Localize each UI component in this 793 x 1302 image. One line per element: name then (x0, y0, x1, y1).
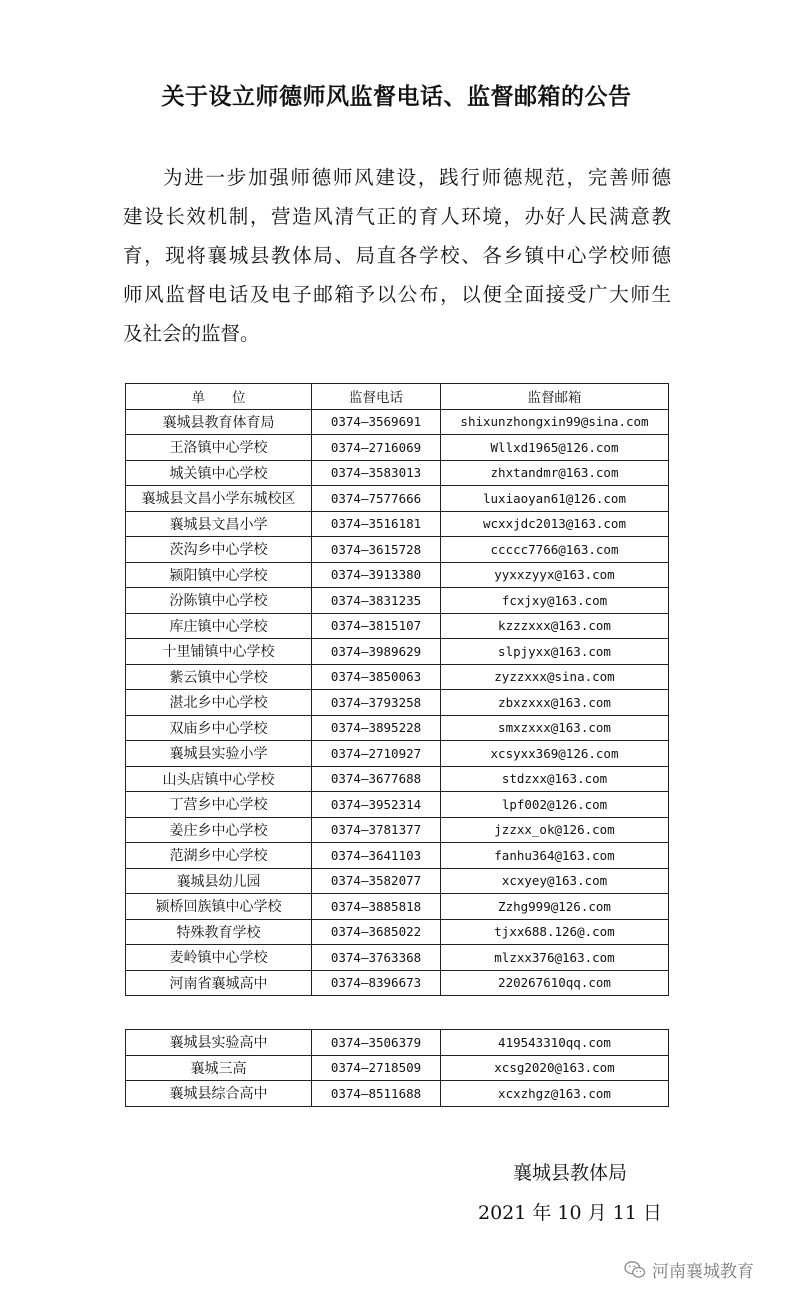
phone-cell: 0374—3885818 (312, 894, 441, 920)
phone-cell: 0374—3952314 (312, 792, 441, 818)
email-cell: shixunzhongxin99@sina.com (441, 409, 669, 435)
unit-cell: 襄城县综合高中 (126, 1081, 312, 1107)
phone-cell: 0374—3506379 (312, 1030, 441, 1056)
email-cell: smxzxxx@163.com (441, 715, 669, 741)
email-cell: ccccc7766@163.com (441, 537, 669, 563)
email-cell: zyzzxxx@sina.com (441, 664, 669, 690)
table-row (126, 945, 669, 971)
header-unit: 单 位 (126, 384, 312, 410)
phone-cell: 0374—3615728 (312, 537, 441, 563)
table-row (126, 537, 669, 563)
table-row (126, 562, 669, 588)
phone-cell: 0374—3815107 (312, 613, 441, 639)
email-cell: zbxzxxx@163.com (441, 690, 669, 716)
email-cell: jzzxx_ok@126.com (441, 817, 669, 843)
email-cell: luxiaoyan61@126.com (441, 486, 669, 512)
unit-cell: 汾陈镇中心学校 (126, 588, 312, 614)
phone-cell: 0374—3831235 (312, 588, 441, 614)
phone-cell: 0374—3895228 (312, 715, 441, 741)
header-phone: 监督电话 (312, 384, 441, 410)
email-cell: mlzxx376@163.com (441, 945, 669, 971)
phone-cell: 0374—3781377 (312, 817, 441, 843)
phone-cell: 0374—7577666 (312, 486, 441, 512)
intro-line: 育，现将襄城县教体局、局直各学校、各乡镇中心学校师德 (123, 244, 671, 267)
table-row (126, 664, 669, 690)
unit-cell: 颍阳镇中心学校 (126, 562, 312, 588)
email-cell: fanhu364@163.com (441, 843, 669, 869)
table-row (126, 460, 669, 486)
table-row (126, 1081, 669, 1107)
unit-cell: 襄城三高 (126, 1055, 312, 1081)
table-row (126, 766, 669, 792)
page-title: 关于设立师德师风监督电话、监督邮箱的公告 (161, 84, 632, 110)
date: 2021 年 10 月 11 日 (478, 1202, 662, 1224)
phone-cell: 0374—2710927 (312, 741, 441, 767)
signer: 襄城县教体局 (513, 1162, 628, 1184)
intro-line: 师风监督电话及电子邮箱予以公布，以便全面接受广大师生 (123, 283, 671, 306)
email-cell: xcsyxx369@126.com (441, 741, 669, 767)
email-cell: xcsg2020@163.com (441, 1055, 669, 1081)
table-row (126, 639, 669, 665)
table-row (126, 1055, 669, 1081)
email-cell: slpjyxx@163.com (441, 639, 669, 665)
table-row (126, 1030, 669, 1056)
email-cell: xcxyey@163.com (441, 868, 669, 894)
unit-cell: 城关镇中心学校 (126, 460, 312, 486)
phone-cell: 0374—3850063 (312, 664, 441, 690)
table-row (126, 511, 669, 537)
phone-cell: 0374—8511688 (312, 1081, 441, 1107)
intro-line: 建设长效机制，营造风清气正的育人环境，办好人民满意教 (123, 205, 671, 228)
table-row (126, 715, 669, 741)
email-cell: Wllxd1965@126.com (441, 435, 669, 461)
unit-cell: 十里铺镇中心学校 (126, 639, 312, 665)
table-row (126, 690, 669, 716)
supervision-table (125, 383, 669, 996)
unit-cell: 襄城县实验小学 (126, 741, 312, 767)
table-row (126, 868, 669, 894)
phone-cell: 0374—2716069 (312, 435, 441, 461)
unit-cell: 库庄镇中心学校 (126, 613, 312, 639)
phone-cell: 0374—3583013 (312, 460, 441, 486)
email-cell: zhxtandmr@163.com (441, 460, 669, 486)
supervision-table-high-schools (125, 1029, 669, 1107)
table-row (126, 817, 669, 843)
phone-cell: 0374—3793258 (312, 690, 441, 716)
table-row (126, 792, 669, 818)
email-cell: 419543310qq.com (441, 1030, 669, 1056)
email-cell: yyxxzyyx@163.com (441, 562, 669, 588)
table-row (126, 613, 669, 639)
watermark-text: 河南襄城教育 (652, 1262, 754, 1282)
table-row (126, 843, 669, 869)
unit-cell: 山头店镇中心学校 (126, 766, 312, 792)
email-cell: wcxxjdc2013@163.com (441, 511, 669, 537)
intro-line: 及社会的监督。 (123, 322, 260, 345)
phone-cell: 0374—3763368 (312, 945, 441, 971)
unit-cell: 河南省襄城高中 (126, 970, 312, 996)
email-cell: kzzzxxx@163.com (441, 613, 669, 639)
unit-cell: 丁营乡中心学校 (126, 792, 312, 818)
email-cell: lpf002@126.com (441, 792, 669, 818)
wechat-icon (624, 1260, 646, 1280)
phone-cell: 0374—2718509 (312, 1055, 441, 1081)
email-cell: stdzxx@163.com (441, 766, 669, 792)
email-cell: 220267610qq.com (441, 970, 669, 996)
unit-cell: 襄城县幼儿园 (126, 868, 312, 894)
phone-cell: 0374—3641103 (312, 843, 441, 869)
phone-cell: 0374—3913380 (312, 562, 441, 588)
unit-cell: 紫云镇中心学校 (126, 664, 312, 690)
table-row (126, 588, 669, 614)
phone-cell: 0374—3989629 (312, 639, 441, 665)
table-row (126, 919, 669, 945)
email-cell: tjxx688.126@.com (441, 919, 669, 945)
table-row (126, 486, 669, 512)
unit-cell: 襄城县教育体育局 (126, 409, 312, 435)
unit-cell: 湛北乡中心学校 (126, 690, 312, 716)
phone-cell: 0374—3516181 (312, 511, 441, 537)
header-email: 监督邮箱 (441, 384, 669, 410)
unit-cell: 麦岭镇中心学校 (126, 945, 312, 971)
phone-cell: 0374—3677688 (312, 766, 441, 792)
table-row (126, 409, 669, 435)
phone-cell: 0374—3685022 (312, 919, 441, 945)
email-cell: Zzhg999@126.com (441, 894, 669, 920)
intro-line: 为进一步加强师德师风建设，践行师德规范，完善师德 (163, 166, 671, 189)
unit-cell: 襄城县文昌小学东城校区 (126, 486, 312, 512)
phone-cell: 0374—8396673 (312, 970, 441, 996)
table-row (126, 435, 669, 461)
phone-cell: 0374—3569691 (312, 409, 441, 435)
email-cell: fcxjxy@163.com (441, 588, 669, 614)
unit-cell: 襄城县文昌小学 (126, 511, 312, 537)
intro-paragraph (123, 158, 671, 353)
unit-cell: 双庙乡中心学校 (126, 715, 312, 741)
unit-cell: 襄城县实验高中 (126, 1030, 312, 1056)
table-row (126, 894, 669, 920)
table-header-row (126, 384, 669, 410)
unit-cell: 特殊教育学校 (126, 919, 312, 945)
unit-cell: 姜庄乡中心学校 (126, 817, 312, 843)
table-row (126, 970, 669, 996)
unit-cell: 范湖乡中心学校 (126, 843, 312, 869)
unit-cell: 王洛镇中心学校 (126, 435, 312, 461)
unit-cell: 颍桥回族镇中心学校 (126, 894, 312, 920)
unit-cell: 茨沟乡中心学校 (126, 537, 312, 563)
email-cell: xcxzhgz@163.com (441, 1081, 669, 1107)
table-row (126, 741, 669, 767)
watermark (624, 1257, 754, 1282)
phone-cell: 0374—3582077 (312, 868, 441, 894)
